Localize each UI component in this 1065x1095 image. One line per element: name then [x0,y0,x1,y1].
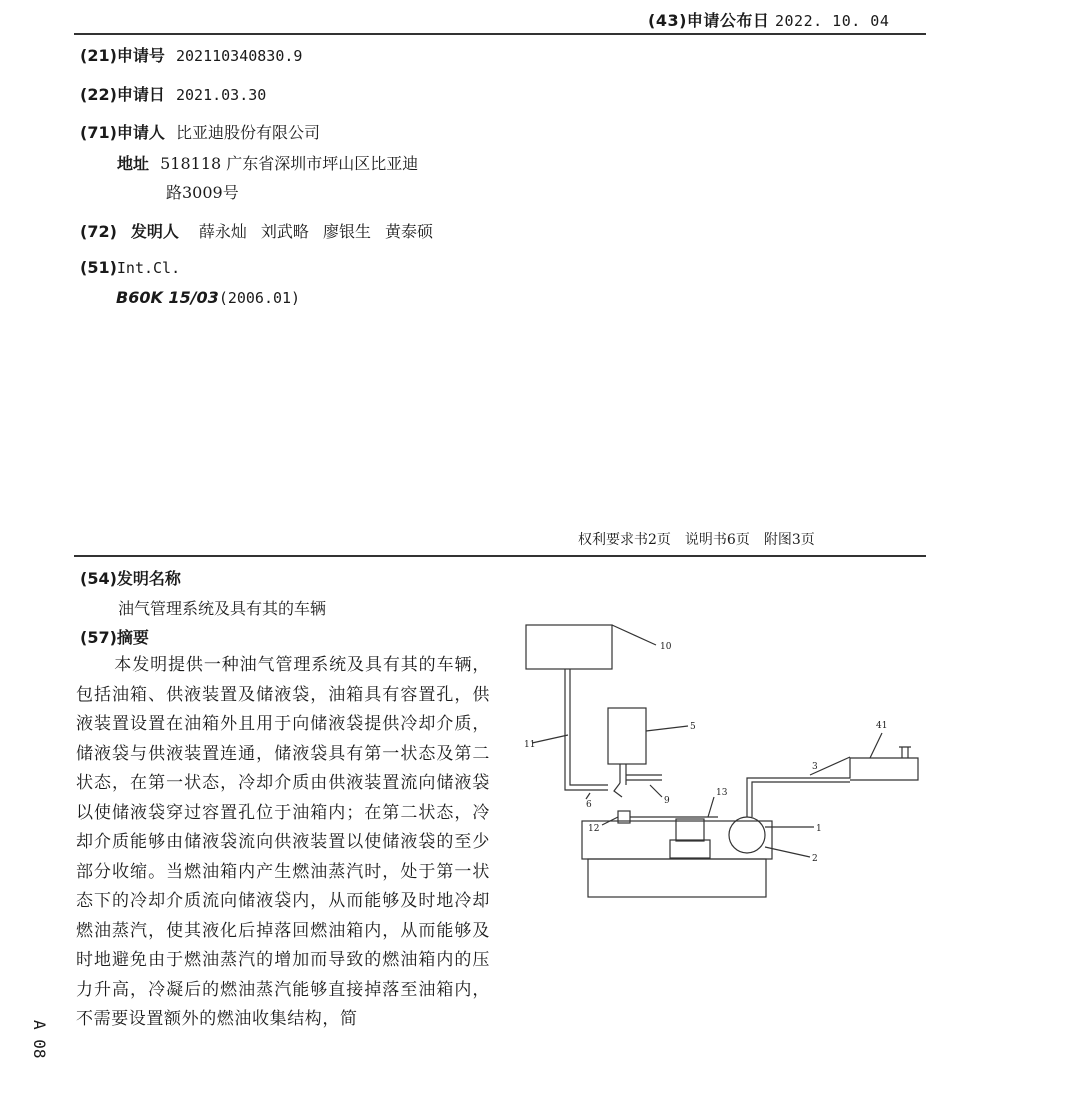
abstract-text [76,651,490,1035]
title-code: (54) [80,569,117,588]
abstract-heading [80,625,149,648]
inventor-name: 薛永灿 [198,222,247,241]
component-10 [526,625,612,669]
drawings-pages: 附图3页 [763,532,815,548]
app-no-value: 202110340830.9 [176,47,303,65]
title-label: 发明名称 [116,569,181,588]
app-date-value: 2021.03.30 [176,86,267,104]
label-1: 1 [816,824,822,834]
applicant-code: (71) [80,123,117,142]
pub-date-label: 申请公布日 [686,11,770,30]
ipc-label: Int.Cl. [116,259,181,277]
inventor-name: 黄泰硕 [384,222,433,241]
invention-title: 油气管理系统及具有其的车辆 [118,599,327,618]
address-line2: 路3009号 [166,183,239,202]
abstract-body: 本发明提供一种油气管理系统及具有其的车辆，包括油箱、供液装置及储液袋，油箱具有容置孔，供液装置设置在油箱外且用于向储液袋提供冷却介质，储液袋与供液装置连通，储液袋具有第一状态及第二状态，在第一状态，冷却介质由供液装置流向储液袋以使储液袋穿过容置孔位于油箱内；在第二状态，冷却介质能够由储液袋流向供液装置以使储液袋的至少部分收缩。当燃油箱内产生燃油蒸汽时，处于第一状态下的冷却介质流向储液袋内，从而能够及时地冷却燃油蒸汽，使其液化后掉落回燃油箱内，从而能够及时地避免由于燃油蒸汽的增加而导致的燃油箱内的压力升高，冷凝后的燃油蒸汽能够直接掉落至油箱内，不需要设置额外的燃油收集结构，简 [76,655,490,1029]
ipc-code: (51) [80,258,117,277]
top-divider [74,33,926,35]
inventor-label: 发明人 [130,222,179,241]
address-line1: 518118 广东省深圳市坪山区比亚迪 [160,154,419,173]
title-heading [80,566,181,589]
description-pages: 说明书6页 [684,532,750,548]
fuel-tank-base [588,859,766,897]
address-label: 地址 [117,154,150,173]
label-12: 12 [588,824,600,834]
inventor-code: (72) [80,222,117,241]
address-row [117,151,418,174]
middle-divider [74,555,926,557]
label-2: 2 [812,854,818,864]
component-1 [729,817,765,853]
ipc-class: B60K 15/03 [116,288,219,307]
abstract-figure [510,615,930,905]
label-41: 41 [876,721,888,731]
app-no-label: 申请号 [116,46,165,65]
label-13: 13 [716,788,728,798]
claims-pages: 权利要求书2页 [578,532,671,548]
app-date-label: 申请日 [116,85,165,104]
pub-date-code: (43) [648,11,687,30]
publication-date [648,8,889,31]
component-5 [608,708,646,764]
applicant-row [80,120,320,143]
ipc-version: (2006.01) [218,289,301,307]
inventors-row [80,219,447,242]
application-number-row [80,43,302,66]
inventor-name: 刘武略 [260,222,309,241]
abstract-code: (57) [80,628,117,647]
ipc-class-row [116,288,300,307]
ipc-row [80,258,180,277]
app-date-code: (22) [80,85,117,104]
label-11: 11 [524,740,536,750]
inventor-label-group [80,219,193,242]
pub-date-value: 2022. 10. 04 [775,12,890,30]
margin-mark: A 08 [30,1020,49,1059]
abstract-label: 摘要 [116,628,149,647]
page-counts [578,529,829,549]
label-10: 10 [660,642,672,652]
inventor-name: 廖银生 [322,222,371,241]
pipe-11 [565,669,608,790]
component-13 [676,819,704,841]
label-3: 3 [812,762,818,772]
application-date-row [80,82,266,105]
label-9: 9 [664,796,670,806]
applicant-value: 比亚迪股份有限公司 [176,123,321,142]
label-5: 5 [690,722,696,732]
app-no-code: (21) [80,46,117,65]
label-6: 6 [586,800,592,810]
applicant-label: 申请人 [116,123,165,142]
